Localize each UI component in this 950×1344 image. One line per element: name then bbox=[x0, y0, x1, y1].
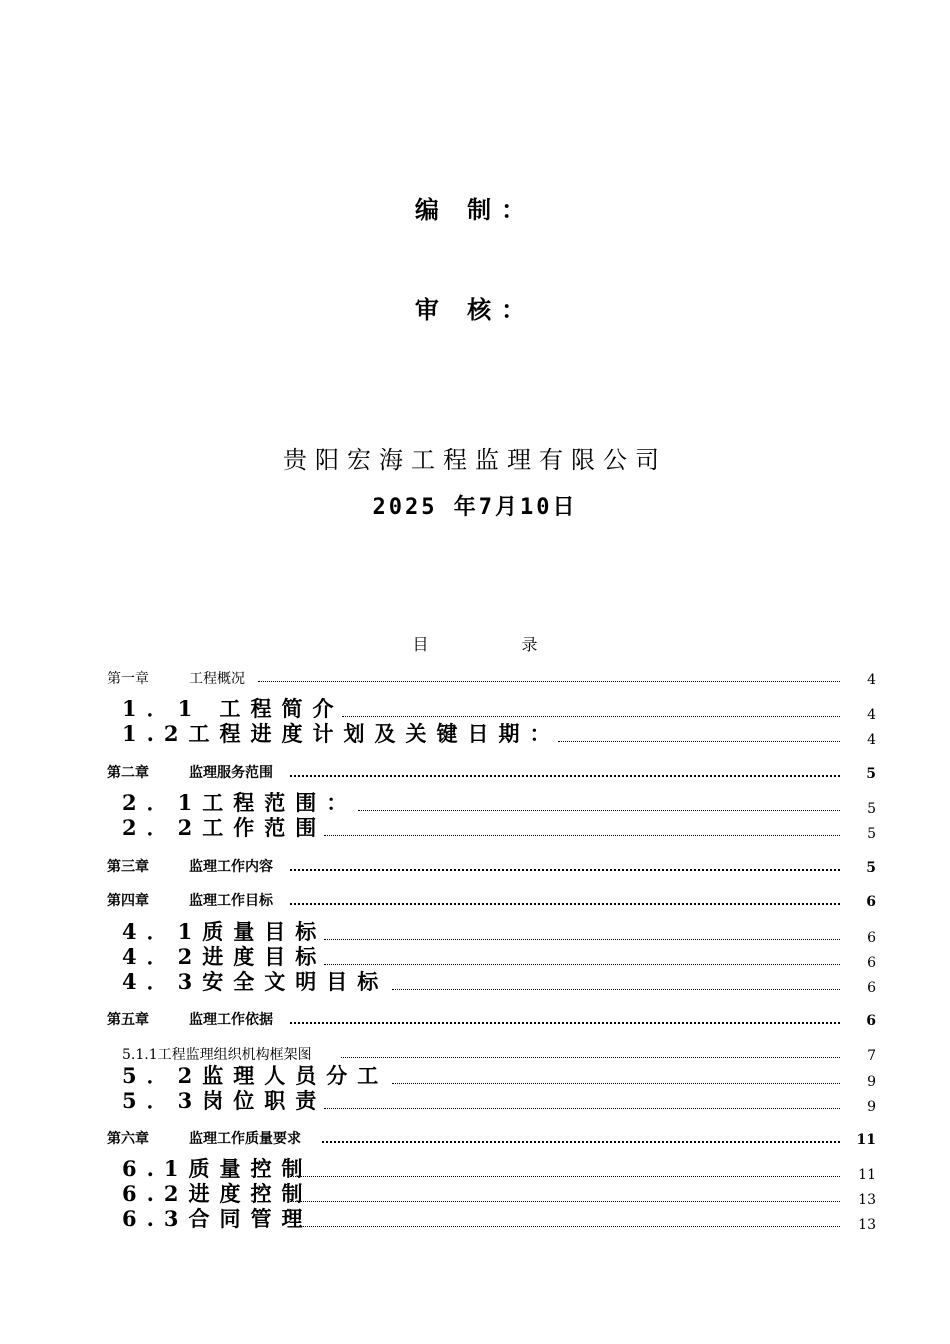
toc-chapter-number: 第一章 bbox=[107, 671, 149, 687]
toc-leader bbox=[290, 1022, 840, 1024]
toc-entry[interactable] bbox=[0, 886, 950, 910]
toc-page-number: 5 bbox=[866, 860, 876, 876]
toc-entry-title: 6.3合同管理 bbox=[122, 1206, 313, 1231]
toc-leader bbox=[290, 903, 840, 905]
toc-entry-title: 4．2进度目标 bbox=[122, 944, 327, 969]
toc-entry[interactable] bbox=[0, 1005, 950, 1029]
toc-entry-title: 工程概况 bbox=[189, 671, 245, 687]
toc-entry-title: 4．1质量目标 bbox=[122, 919, 327, 944]
toc-page-number: 6 bbox=[867, 980, 876, 996]
toc-leader bbox=[342, 716, 840, 717]
toc-page-number: 9 bbox=[867, 1099, 876, 1115]
toc-leader bbox=[258, 681, 840, 682]
toc-page-number: 6 bbox=[867, 930, 876, 946]
toc-entry-title: 监理工作目标 bbox=[189, 893, 273, 909]
toc-page-number: 5 bbox=[866, 766, 876, 782]
toc-page-number: 4 bbox=[867, 707, 876, 723]
toc-entry[interactable] bbox=[0, 758, 950, 782]
toc-chapter-number: 第二章 bbox=[107, 765, 149, 781]
toc-chapter-number: 第六章 bbox=[107, 1131, 149, 1147]
toc-page-number: 4 bbox=[867, 672, 876, 688]
toc-leader bbox=[290, 1201, 840, 1202]
toc-leader bbox=[392, 989, 840, 990]
toc-entry[interactable] bbox=[0, 721, 950, 748]
toc-page-number: 11 bbox=[858, 1167, 876, 1183]
document-date: 2025 年7月10日 bbox=[372, 495, 578, 520]
toc-page-number: 13 bbox=[858, 1217, 876, 1233]
toc-entry[interactable] bbox=[0, 815, 950, 842]
toc-page-number: 6 bbox=[866, 1013, 876, 1029]
toc-page-number: 13 bbox=[858, 1192, 876, 1208]
toc-leader bbox=[290, 1176, 840, 1177]
toc-leader bbox=[358, 810, 840, 811]
toc-chapter-number: 第三章 bbox=[107, 859, 149, 875]
toc-leader bbox=[324, 964, 840, 965]
toc-entry-title: 监理服务范围 bbox=[189, 765, 273, 781]
toc-leader bbox=[290, 775, 840, 777]
toc-entry[interactable] bbox=[0, 852, 950, 876]
toc-page-number: 11 bbox=[856, 1132, 876, 1148]
toc-page-number: 5 bbox=[867, 801, 876, 817]
toc-leader bbox=[324, 835, 840, 836]
toc-entry-title: 5．3岗位职责 bbox=[122, 1088, 327, 1113]
toc-page-number: 7 bbox=[867, 1048, 876, 1064]
toc-title: 目 录 bbox=[412, 635, 582, 654]
toc-chapter-number: 第四章 bbox=[107, 893, 149, 909]
toc-leader bbox=[324, 1108, 840, 1109]
toc-entry-title: 1．1 工程简介 bbox=[122, 696, 344, 721]
toc-entry-title: 4．3安全文明目标 bbox=[122, 969, 389, 994]
toc-leader bbox=[290, 869, 840, 871]
toc-entry[interactable] bbox=[0, 664, 950, 688]
toc-page-number: 9 bbox=[867, 1074, 876, 1090]
toc-entry-title: 5．2监理人员分工 bbox=[122, 1063, 389, 1088]
toc-page-number: 4 bbox=[867, 732, 876, 748]
toc-entry[interactable] bbox=[0, 969, 950, 996]
toc-entry-title: 2．1工程范围： bbox=[122, 790, 358, 815]
toc-page-number: 6 bbox=[866, 894, 876, 910]
toc-entry[interactable] bbox=[0, 1206, 950, 1233]
toc-leader bbox=[341, 1057, 840, 1058]
toc-leader bbox=[324, 939, 840, 940]
toc-entry-title: 监理工作内容 bbox=[189, 859, 273, 875]
toc-leader bbox=[322, 1141, 840, 1143]
toc-entry[interactable] bbox=[0, 1124, 950, 1148]
toc-entry[interactable] bbox=[0, 1088, 950, 1115]
compiler-label: 编 制： bbox=[414, 196, 536, 224]
company-name: 贵阳宏海工程监理有限公司 bbox=[283, 446, 667, 474]
toc-entry-title: 6.1质量控制 bbox=[122, 1156, 313, 1181]
toc-leader bbox=[392, 1083, 840, 1084]
toc-page-number: 5 bbox=[867, 826, 876, 842]
toc-entry-title: 监理工作依据 bbox=[189, 1012, 273, 1028]
toc-entry-title: 监理工作质量要求 bbox=[189, 1131, 301, 1147]
toc-entry-title: 2．2工作范围 bbox=[122, 815, 327, 840]
toc-leader bbox=[290, 1226, 840, 1227]
toc-leader bbox=[558, 741, 840, 742]
toc-entry-title: 6.2进度控制 bbox=[122, 1181, 313, 1206]
toc-entry-title: 1.2工程进度计划及关键日期： bbox=[122, 721, 561, 746]
toc-entry-title: 5.1.1工程监理组织机构框架图 bbox=[122, 1047, 312, 1063]
reviewer-label: 审 核： bbox=[414, 296, 536, 324]
toc-page-number: 6 bbox=[867, 955, 876, 971]
toc-chapter-number: 第五章 bbox=[107, 1012, 149, 1028]
